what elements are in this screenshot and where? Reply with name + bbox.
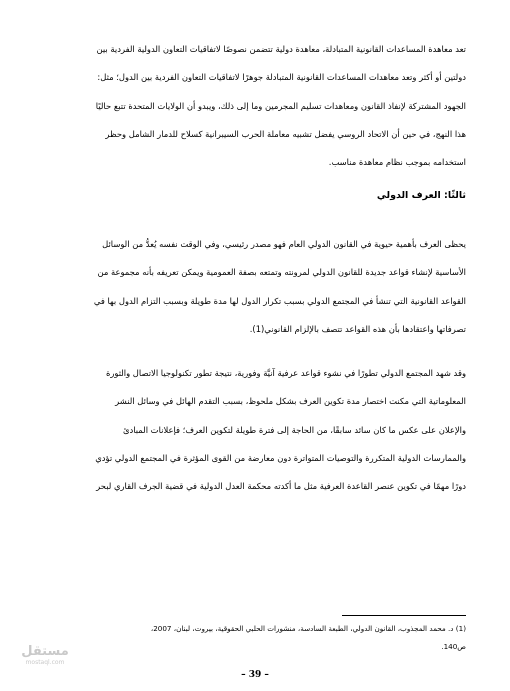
text-line: تعد معاهدة المساعدات القانونية المتبادلة، معاهدة دولية تتضمن نصوصًا لاتفاقيات التعاون الدولية الفردية بين: [96, 44, 466, 54]
watermark-logo: [10, 645, 80, 667]
text-line: الأساسية لإنشاء قواعد جديدة للقانون الدولي لمرونته وتمتعه بصفة العمومية ويمكن تعريفه بأنه مجموعة من: [97, 267, 466, 278]
text-line: القواعد القانونية التي تنشأ في المجتمع الدولي بسبب تكرار الدول لها مدة طويلة وبسبب التزام الدول بها في: [93, 295, 466, 306]
footnote: [44, 620, 466, 656]
paragraph-custom-development: [44, 359, 466, 500]
text-line: دورًا مهمًا في تكوين عنصر القاعدة العرفية مثل ما أكدته محكمة العدل الدولية في قضية الجرف القاري لبحر: [96, 481, 466, 492]
text-line: والممارسات الدولية المتكررة والتوصيات المتواترة دون معارضة من القوى المؤثرة في المجتمع الدولي تؤدي: [95, 452, 466, 463]
text-line: دولتين أو أكثر وتعد معاهدات المساعدات القانونية المتبادلة جوهرًا لاتفاقيات التعاون الفردية بين الدول؛ مثل:: [97, 72, 466, 83]
section-heading: ثالثًا: العرف الدولي: [376, 190, 466, 201]
footnote-line: ص140.: [441, 642, 466, 651]
watermark-text: مستقل: [21, 644, 69, 659]
text-line: تصرفاتها واعتقادها بأن هذه القواعد تتصف بالإلزام القانوني(1).: [249, 323, 466, 334]
footnote-line: (1) د. محمد المجذوب، القانون الدولي، الطبعة السادسة، منشورات الحلبي الحقوقية، بيروت، لبنان، 2007،: [150, 624, 466, 633]
text-line: استخدامه بموجب نظام معاهدة مناسب.: [328, 157, 466, 168]
text-line: يحظى العرف بأهمية حيوية في القانون الدولي العام فهو مصدر رئيسي، وفي الوقت نفسه يُعدُّ من الوسائل: [102, 239, 466, 249]
text-line: المعلوماتية التي مكنت اختصار مدة تكوين العرف بشكل ملحوظ، بسبب التقدم الهائل في وسائل النشر: [115, 396, 466, 407]
text-line: والإعلان على عكس ما كان سائد سابقًا، من الحاجة إلى فترة طويلة لتكوين العرف؛ فإعلانات المبادئ: [122, 424, 466, 435]
footnote-separator: [342, 615, 466, 616]
text-line: الجهود المشتركة لإنفاذ القانون ومعاهدات تسليم المجرمين وما إلى ذلك، ويبدو أن الولايات المتحدة تتبع حاليًا: [95, 100, 466, 111]
page-number: – 39 –: [241, 670, 269, 680]
watermark-url: mostaql.com: [25, 659, 65, 666]
text-line: وقد شهد المجتمع الدولي تطورًا في نشوء قواعد عرفية آنيَّة وفورية، نتيجة تطور تكنولوجيا الاتصال والثورة: [105, 368, 466, 378]
paragraph-custom-definition: [44, 230, 466, 343]
text-line: هذا النهج، في حين أن الاتحاد الروسي يفضل تشبيه معاملة الحرب السيبرانية كسلاح للدمار الشامل وحظر: [105, 128, 466, 139]
paragraph-treaties: [44, 35, 466, 176]
